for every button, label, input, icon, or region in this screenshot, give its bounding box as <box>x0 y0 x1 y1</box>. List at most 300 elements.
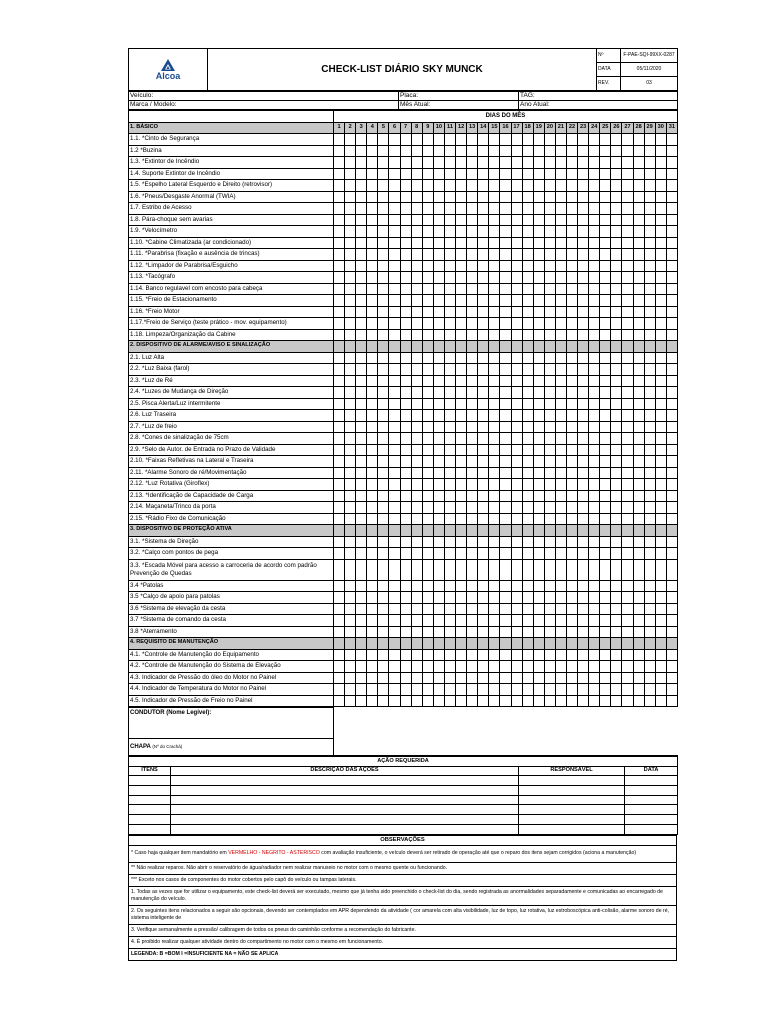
day-check-cell[interactable] <box>356 375 367 387</box>
day-check-cell[interactable] <box>433 214 444 226</box>
day-check-cell[interactable] <box>356 134 367 146</box>
day-check-cell[interactable] <box>444 168 455 180</box>
day-check-cell[interactable] <box>633 168 644 180</box>
day-check-cell[interactable] <box>666 695 677 707</box>
day-check-cell[interactable] <box>411 180 422 192</box>
day-check-cell[interactable] <box>655 191 666 203</box>
day-check-cell[interactable] <box>422 364 433 376</box>
day-check-cell[interactable] <box>356 467 367 479</box>
day-check-cell[interactable] <box>389 649 400 661</box>
day-check-cell[interactable] <box>356 615 367 627</box>
day-check-cell[interactable] <box>456 661 467 673</box>
day-check-cell[interactable] <box>578 649 589 661</box>
day-check-cell[interactable] <box>589 649 600 661</box>
day-check-cell[interactable] <box>489 180 500 192</box>
day-check-cell[interactable] <box>500 134 511 146</box>
day-check-cell[interactable] <box>578 214 589 226</box>
day-check-cell[interactable] <box>422 272 433 284</box>
day-check-cell[interactable] <box>334 157 345 169</box>
day-check-cell[interactable] <box>666 157 677 169</box>
action-cell[interactable] <box>519 795 625 805</box>
day-check-cell[interactable] <box>644 615 655 627</box>
day-check-cell[interactable] <box>544 226 555 238</box>
day-check-cell[interactable] <box>367 398 378 410</box>
day-check-cell[interactable] <box>334 260 345 272</box>
day-check-cell[interactable] <box>655 548 666 560</box>
day-check-cell[interactable] <box>367 318 378 330</box>
day-check-cell[interactable] <box>367 684 378 696</box>
day-check-cell[interactable] <box>644 168 655 180</box>
day-check-cell[interactable] <box>511 626 522 638</box>
day-check-cell[interactable] <box>622 203 633 215</box>
day-check-cell[interactable] <box>655 272 666 284</box>
day-check-cell[interactable] <box>644 249 655 261</box>
day-check-cell[interactable] <box>666 548 677 560</box>
day-check-cell[interactable] <box>633 145 644 157</box>
day-check-cell[interactable] <box>400 513 411 525</box>
day-check-cell[interactable] <box>511 191 522 203</box>
day-check-cell[interactable] <box>433 134 444 146</box>
day-check-cell[interactable] <box>478 661 489 673</box>
day-check-cell[interactable] <box>489 398 500 410</box>
day-check-cell[interactable] <box>356 180 367 192</box>
day-check-cell[interactable] <box>578 513 589 525</box>
day-check-cell[interactable] <box>478 352 489 364</box>
day-check-cell[interactable] <box>389 237 400 249</box>
day-check-cell[interactable] <box>411 433 422 445</box>
day-check-cell[interactable] <box>578 684 589 696</box>
day-check-cell[interactable] <box>633 456 644 468</box>
day-check-cell[interactable] <box>478 272 489 284</box>
day-check-cell[interactable] <box>411 168 422 180</box>
day-check-cell[interactable] <box>544 318 555 330</box>
day-check-cell[interactable] <box>533 398 544 410</box>
day-check-cell[interactable] <box>644 548 655 560</box>
day-check-cell[interactable] <box>666 421 677 433</box>
day-check-cell[interactable] <box>644 456 655 468</box>
day-check-cell[interactable] <box>345 203 356 215</box>
day-check-cell[interactable] <box>655 157 666 169</box>
day-check-cell[interactable] <box>489 214 500 226</box>
day-check-cell[interactable] <box>544 444 555 456</box>
day-check-cell[interactable] <box>589 456 600 468</box>
day-check-cell[interactable] <box>389 352 400 364</box>
day-check-cell[interactable] <box>489 329 500 341</box>
day-check-cell[interactable] <box>533 502 544 514</box>
day-check-cell[interactable] <box>633 364 644 376</box>
day-check-cell[interactable] <box>566 191 577 203</box>
day-check-cell[interactable] <box>456 318 467 330</box>
driver-name-field[interactable] <box>129 708 334 739</box>
day-check-cell[interactable] <box>555 318 566 330</box>
day-check-cell[interactable] <box>544 145 555 157</box>
day-check-cell[interactable] <box>644 157 655 169</box>
day-check-cell[interactable] <box>655 306 666 318</box>
day-check-cell[interactable] <box>622 237 633 249</box>
day-check-cell[interactable] <box>522 548 533 560</box>
day-check-cell[interactable] <box>522 226 533 238</box>
day-check-cell[interactable] <box>356 214 367 226</box>
day-check-cell[interactable] <box>378 490 389 502</box>
day-check-cell[interactable] <box>600 536 611 548</box>
day-check-cell[interactable] <box>356 306 367 318</box>
day-check-cell[interactable] <box>411 603 422 615</box>
day-check-cell[interactable] <box>367 352 378 364</box>
day-check-cell[interactable] <box>467 283 478 295</box>
day-check-cell[interactable] <box>444 295 455 307</box>
mes-atual-field[interactable]: Mês Atual: <box>399 101 519 110</box>
day-check-cell[interactable] <box>422 191 433 203</box>
day-check-cell[interactable] <box>655 387 666 399</box>
day-check-cell[interactable] <box>489 661 500 673</box>
day-check-cell[interactable] <box>511 375 522 387</box>
day-check-cell[interactable] <box>345 548 356 560</box>
day-check-cell[interactable] <box>444 214 455 226</box>
day-check-cell[interactable] <box>611 214 622 226</box>
day-check-cell[interactable] <box>433 295 444 307</box>
day-check-cell[interactable] <box>433 329 444 341</box>
day-check-cell[interactable] <box>522 444 533 456</box>
day-check-cell[interactable] <box>566 559 577 580</box>
day-check-cell[interactable] <box>555 467 566 479</box>
day-check-cell[interactable] <box>611 329 622 341</box>
day-check-cell[interactable] <box>467 226 478 238</box>
day-check-cell[interactable] <box>411 318 422 330</box>
day-check-cell[interactable] <box>666 387 677 399</box>
day-check-cell[interactable] <box>611 168 622 180</box>
day-check-cell[interactable] <box>555 157 566 169</box>
day-check-cell[interactable] <box>644 626 655 638</box>
day-check-cell[interactable] <box>500 580 511 592</box>
day-check-cell[interactable] <box>489 592 500 604</box>
day-check-cell[interactable] <box>444 180 455 192</box>
day-check-cell[interactable] <box>433 433 444 445</box>
day-check-cell[interactable] <box>611 421 622 433</box>
day-check-cell[interactable] <box>555 398 566 410</box>
day-check-cell[interactable] <box>422 626 433 638</box>
day-check-cell[interactable] <box>334 168 345 180</box>
day-check-cell[interactable] <box>589 180 600 192</box>
day-check-cell[interactable] <box>522 237 533 249</box>
day-check-cell[interactable] <box>566 157 577 169</box>
day-check-cell[interactable] <box>422 283 433 295</box>
day-check-cell[interactable] <box>533 444 544 456</box>
day-check-cell[interactable] <box>666 352 677 364</box>
day-check-cell[interactable] <box>622 410 633 422</box>
day-check-cell[interactable] <box>433 306 444 318</box>
day-check-cell[interactable] <box>578 249 589 261</box>
day-check-cell[interactable] <box>566 421 577 433</box>
day-check-cell[interactable] <box>655 603 666 615</box>
action-cell[interactable] <box>519 815 625 825</box>
day-check-cell[interactable] <box>433 592 444 604</box>
day-check-cell[interactable] <box>378 249 389 261</box>
day-check-cell[interactable] <box>633 272 644 284</box>
day-check-cell[interactable] <box>522 306 533 318</box>
day-check-cell[interactable] <box>478 306 489 318</box>
day-check-cell[interactable] <box>500 603 511 615</box>
day-check-cell[interactable] <box>544 559 555 580</box>
day-check-cell[interactable] <box>334 272 345 284</box>
day-check-cell[interactable] <box>444 191 455 203</box>
day-check-cell[interactable] <box>511 260 522 272</box>
day-check-cell[interactable] <box>578 672 589 684</box>
day-check-cell[interactable] <box>566 352 577 364</box>
day-check-cell[interactable] <box>345 226 356 238</box>
day-check-cell[interactable] <box>644 467 655 479</box>
day-check-cell[interactable] <box>555 283 566 295</box>
day-check-cell[interactable] <box>467 237 478 249</box>
day-check-cell[interactable] <box>422 444 433 456</box>
day-check-cell[interactable] <box>345 661 356 673</box>
day-check-cell[interactable] <box>478 295 489 307</box>
day-check-cell[interactable] <box>422 695 433 707</box>
day-check-cell[interactable] <box>478 502 489 514</box>
day-check-cell[interactable] <box>345 649 356 661</box>
day-check-cell[interactable] <box>456 375 467 387</box>
day-check-cell[interactable] <box>522 134 533 146</box>
day-check-cell[interactable] <box>422 295 433 307</box>
day-check-cell[interactable] <box>544 456 555 468</box>
day-check-cell[interactable] <box>345 375 356 387</box>
day-check-cell[interactable] <box>433 387 444 399</box>
day-check-cell[interactable] <box>433 490 444 502</box>
day-check-cell[interactable] <box>444 249 455 261</box>
day-check-cell[interactable] <box>478 490 489 502</box>
day-check-cell[interactable] <box>655 444 666 456</box>
day-check-cell[interactable] <box>578 272 589 284</box>
day-check-cell[interactable] <box>666 479 677 491</box>
day-check-cell[interactable] <box>633 513 644 525</box>
day-check-cell[interactable] <box>578 157 589 169</box>
day-check-cell[interactable] <box>522 180 533 192</box>
day-check-cell[interactable] <box>456 513 467 525</box>
day-check-cell[interactable] <box>600 157 611 169</box>
day-check-cell[interactable] <box>489 548 500 560</box>
action-cell[interactable] <box>129 805 171 815</box>
day-check-cell[interactable] <box>666 260 677 272</box>
day-check-cell[interactable] <box>666 684 677 696</box>
day-check-cell[interactable] <box>367 145 378 157</box>
day-check-cell[interactable] <box>444 306 455 318</box>
day-check-cell[interactable] <box>589 548 600 560</box>
day-check-cell[interactable] <box>622 295 633 307</box>
day-check-cell[interactable] <box>478 283 489 295</box>
day-check-cell[interactable] <box>644 672 655 684</box>
day-check-cell[interactable] <box>433 375 444 387</box>
action-cell[interactable] <box>625 786 678 796</box>
day-check-cell[interactable] <box>467 603 478 615</box>
day-check-cell[interactable] <box>611 626 622 638</box>
day-check-cell[interactable] <box>356 661 367 673</box>
day-check-cell[interactable] <box>400 479 411 491</box>
day-check-cell[interactable] <box>500 375 511 387</box>
day-check-cell[interactable] <box>666 603 677 615</box>
day-check-cell[interactable] <box>600 580 611 592</box>
day-check-cell[interactable] <box>622 513 633 525</box>
day-check-cell[interactable] <box>378 456 389 468</box>
day-check-cell[interactable] <box>522 375 533 387</box>
day-check-cell[interactable] <box>600 398 611 410</box>
day-check-cell[interactable] <box>478 168 489 180</box>
day-check-cell[interactable] <box>544 513 555 525</box>
action-cell[interactable] <box>171 776 519 786</box>
day-check-cell[interactable] <box>522 433 533 445</box>
day-check-cell[interactable] <box>666 626 677 638</box>
day-check-cell[interactable] <box>422 433 433 445</box>
day-check-cell[interactable] <box>566 272 577 284</box>
day-check-cell[interactable] <box>622 375 633 387</box>
day-check-cell[interactable] <box>433 580 444 592</box>
day-check-cell[interactable] <box>511 536 522 548</box>
day-check-cell[interactable] <box>334 306 345 318</box>
day-check-cell[interactable] <box>433 398 444 410</box>
day-check-cell[interactable] <box>655 684 666 696</box>
day-check-cell[interactable] <box>578 661 589 673</box>
day-check-cell[interactable] <box>489 410 500 422</box>
day-check-cell[interactable] <box>566 513 577 525</box>
day-check-cell[interactable] <box>444 237 455 249</box>
day-check-cell[interactable] <box>389 318 400 330</box>
day-check-cell[interactable] <box>522 502 533 514</box>
day-check-cell[interactable] <box>500 479 511 491</box>
day-check-cell[interactable] <box>589 168 600 180</box>
day-check-cell[interactable] <box>544 249 555 261</box>
day-check-cell[interactable] <box>389 168 400 180</box>
day-check-cell[interactable] <box>389 684 400 696</box>
day-check-cell[interactable] <box>478 479 489 491</box>
day-check-cell[interactable] <box>544 180 555 192</box>
day-check-cell[interactable] <box>500 318 511 330</box>
day-check-cell[interactable] <box>356 421 367 433</box>
day-check-cell[interactable] <box>533 672 544 684</box>
day-check-cell[interactable] <box>444 661 455 673</box>
day-check-cell[interactable] <box>467 203 478 215</box>
day-check-cell[interactable] <box>389 513 400 525</box>
day-check-cell[interactable] <box>566 283 577 295</box>
day-check-cell[interactable] <box>633 398 644 410</box>
day-check-cell[interactable] <box>666 615 677 627</box>
day-check-cell[interactable] <box>456 387 467 399</box>
day-check-cell[interactable] <box>622 661 633 673</box>
day-check-cell[interactable] <box>489 272 500 284</box>
day-check-cell[interactable] <box>533 237 544 249</box>
day-check-cell[interactable] <box>500 592 511 604</box>
day-check-cell[interactable] <box>367 260 378 272</box>
day-check-cell[interactable] <box>378 444 389 456</box>
day-check-cell[interactable] <box>422 559 433 580</box>
day-check-cell[interactable] <box>666 410 677 422</box>
day-check-cell[interactable] <box>478 410 489 422</box>
day-check-cell[interactable] <box>467 306 478 318</box>
day-check-cell[interactable] <box>633 661 644 673</box>
day-check-cell[interactable] <box>522 364 533 376</box>
day-check-cell[interactable] <box>644 364 655 376</box>
day-check-cell[interactable] <box>666 661 677 673</box>
day-check-cell[interactable] <box>456 145 467 157</box>
day-check-cell[interactable] <box>422 603 433 615</box>
day-check-cell[interactable] <box>433 260 444 272</box>
day-check-cell[interactable] <box>411 580 422 592</box>
day-check-cell[interactable] <box>644 375 655 387</box>
day-check-cell[interactable] <box>433 249 444 261</box>
day-check-cell[interactable] <box>544 352 555 364</box>
day-check-cell[interactable] <box>400 180 411 192</box>
day-check-cell[interactable] <box>655 502 666 514</box>
day-check-cell[interactable] <box>345 157 356 169</box>
day-check-cell[interactable] <box>533 168 544 180</box>
day-check-cell[interactable] <box>589 444 600 456</box>
day-check-cell[interactable] <box>400 684 411 696</box>
day-check-cell[interactable] <box>544 398 555 410</box>
day-check-cell[interactable] <box>422 684 433 696</box>
day-check-cell[interactable] <box>633 260 644 272</box>
day-check-cell[interactable] <box>456 433 467 445</box>
day-check-cell[interactable] <box>489 603 500 615</box>
day-check-cell[interactable] <box>367 237 378 249</box>
day-check-cell[interactable] <box>422 672 433 684</box>
day-check-cell[interactable] <box>433 226 444 238</box>
day-check-cell[interactable] <box>633 479 644 491</box>
day-check-cell[interactable] <box>345 260 356 272</box>
day-check-cell[interactable] <box>334 684 345 696</box>
day-check-cell[interactable] <box>589 272 600 284</box>
day-check-cell[interactable] <box>500 364 511 376</box>
day-check-cell[interactable] <box>456 398 467 410</box>
day-check-cell[interactable] <box>500 444 511 456</box>
day-check-cell[interactable] <box>334 410 345 422</box>
day-check-cell[interactable] <box>544 283 555 295</box>
day-check-cell[interactable] <box>555 364 566 376</box>
day-check-cell[interactable] <box>544 387 555 399</box>
day-check-cell[interactable] <box>389 145 400 157</box>
day-check-cell[interactable] <box>578 490 589 502</box>
day-check-cell[interactable] <box>444 603 455 615</box>
day-check-cell[interactable] <box>578 548 589 560</box>
day-check-cell[interactable] <box>611 318 622 330</box>
day-check-cell[interactable] <box>389 329 400 341</box>
day-check-cell[interactable] <box>356 295 367 307</box>
day-check-cell[interactable] <box>511 157 522 169</box>
day-check-cell[interactable] <box>522 329 533 341</box>
day-check-cell[interactable] <box>566 306 577 318</box>
day-check-cell[interactable] <box>356 145 367 157</box>
day-check-cell[interactable] <box>555 513 566 525</box>
day-check-cell[interactable] <box>467 318 478 330</box>
day-check-cell[interactable] <box>433 168 444 180</box>
day-check-cell[interactable] <box>578 375 589 387</box>
day-check-cell[interactable] <box>611 203 622 215</box>
day-check-cell[interactable] <box>633 226 644 238</box>
day-check-cell[interactable] <box>400 191 411 203</box>
day-check-cell[interactable] <box>655 237 666 249</box>
day-check-cell[interactable] <box>378 168 389 180</box>
day-check-cell[interactable] <box>489 306 500 318</box>
day-check-cell[interactable] <box>467 649 478 661</box>
day-check-cell[interactable] <box>622 157 633 169</box>
day-check-cell[interactable] <box>422 479 433 491</box>
day-check-cell[interactable] <box>611 364 622 376</box>
day-check-cell[interactable] <box>666 444 677 456</box>
day-check-cell[interactable] <box>411 661 422 673</box>
day-check-cell[interactable] <box>578 191 589 203</box>
day-check-cell[interactable] <box>566 479 577 491</box>
day-check-cell[interactable] <box>433 649 444 661</box>
day-check-cell[interactable] <box>500 467 511 479</box>
day-check-cell[interactable] <box>456 559 467 580</box>
day-check-cell[interactable] <box>655 364 666 376</box>
day-check-cell[interactable] <box>655 283 666 295</box>
